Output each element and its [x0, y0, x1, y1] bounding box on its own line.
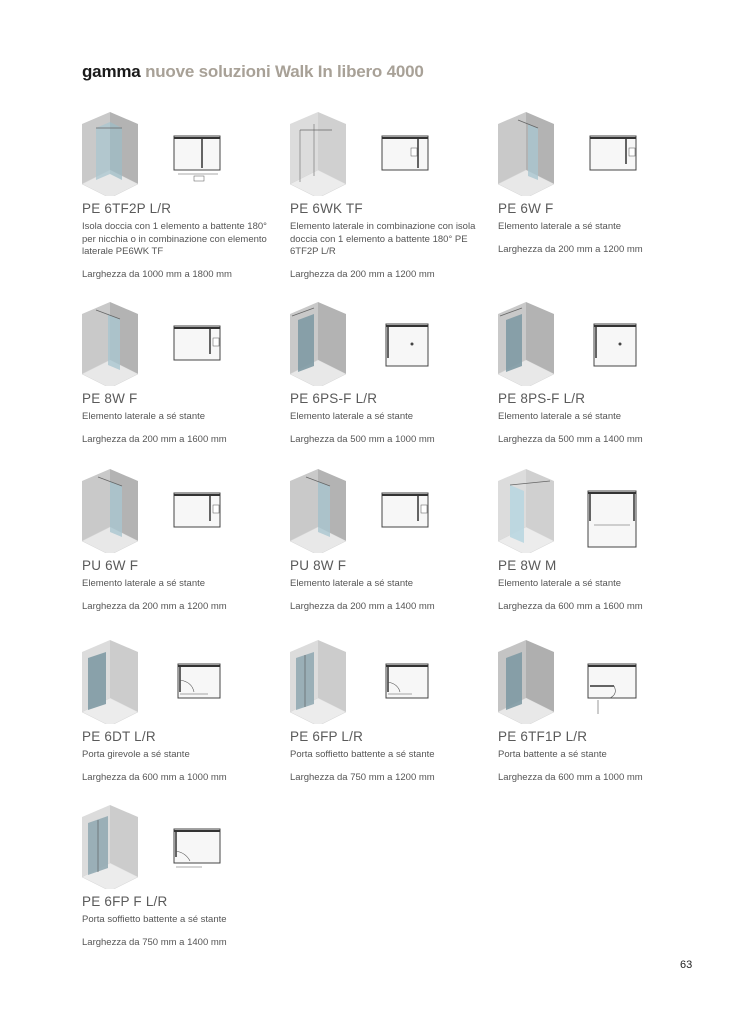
product-code: PE 6FP L/R: [290, 729, 364, 744]
product-width: Larghezza da 200 mm a 1200 mm: [498, 244, 643, 255]
product-code: PE 8W M: [498, 558, 557, 573]
product-description: Elemento laterale a sé stante: [82, 578, 206, 589]
product-code: PE 6TF2P L/R: [82, 201, 172, 216]
product-code: PU 6W F: [82, 558, 139, 573]
product-illustration: [498, 112, 688, 196]
product-width: Larghezza da 200 mm a 1600 mm: [82, 434, 227, 445]
product-width: Larghezza da 750 mm a 1400 mm: [82, 937, 227, 948]
product-code: PE 6DT L/R: [82, 729, 156, 744]
product-description: Porta battente a sé stante: [498, 749, 607, 760]
product-illustration: [498, 640, 688, 724]
product-width: Larghezza da 500 mm a 1000 mm: [290, 434, 435, 445]
product-illustration: [290, 640, 480, 724]
product-code: PE 6WK TF: [290, 201, 363, 216]
product-illustration: [290, 469, 480, 553]
product-illustration: [82, 640, 272, 724]
product-code: PE 6PS-F L/R: [290, 391, 378, 406]
page-title: [82, 62, 424, 82]
product-description: Elemento laterale a sé stante: [82, 411, 206, 422]
product-width: Larghezza da 500 mm a 1400 mm: [498, 434, 643, 445]
product-description: Elemento laterale a sé stante: [498, 411, 622, 422]
product-illustration: [498, 302, 688, 386]
product-code: PE 6FP F L/R: [82, 894, 168, 909]
product-description: Elemento laterale in combinazione con isola doccia con 1 elemento a battente 180° PE 6TF2P L/R: [290, 221, 476, 257]
product-description: Isola doccia con 1 elemento a battente 180° per nicchia o in combinazione con elemento laterale PE6WK TF: [82, 221, 267, 257]
product-code: PE 6W F: [498, 201, 554, 216]
product-description: Elemento laterale a sé stante: [498, 221, 622, 232]
page-number: 63: [680, 959, 693, 971]
product-description: Elemento laterale a sé stante: [498, 578, 622, 589]
product-illustration: [82, 112, 272, 196]
product-description: Elemento laterale a sé stante: [290, 411, 414, 422]
product-code: PU 8W F: [290, 558, 347, 573]
product-width: Larghezza da 1000 mm a 1800 mm: [82, 269, 232, 280]
title-bold: gamma: [82, 62, 141, 81]
product-description: Elemento laterale a sé stante: [290, 578, 414, 589]
product-width: Larghezza da 600 mm a 1000 mm: [82, 772, 227, 783]
product-illustration: [82, 469, 272, 553]
product-width: Larghezza da 200 mm a 1200 mm: [290, 269, 435, 280]
product-description: Porta girevole a sé stante: [82, 749, 190, 760]
product-code: PE 8PS-F L/R: [498, 391, 586, 406]
title-subtitle: nuove soluzioni Walk In libero 4000: [145, 62, 424, 81]
product-code: PE 6TF1P L/R: [498, 729, 588, 744]
product-width: Larghezza da 750 mm a 1200 mm: [290, 772, 435, 783]
product-illustration: [82, 302, 272, 386]
product-illustration: [290, 112, 480, 196]
product-description: Porta soffietto battente a sé stante: [82, 914, 227, 925]
product-illustration: [82, 805, 272, 889]
product-width: Larghezza da 200 mm a 1200 mm: [82, 601, 227, 612]
product-width: Larghezza da 200 mm a 1400 mm: [290, 601, 435, 612]
product-width: Larghezza da 600 mm a 1000 mm: [498, 772, 643, 783]
product-code: PE 8W F: [82, 391, 138, 406]
product-description: Porta soffietto battente a sé stante: [290, 749, 435, 760]
product-width: Larghezza da 600 mm a 1600 mm: [498, 601, 643, 612]
product-illustration: [498, 469, 688, 553]
product-illustration: [290, 302, 480, 386]
